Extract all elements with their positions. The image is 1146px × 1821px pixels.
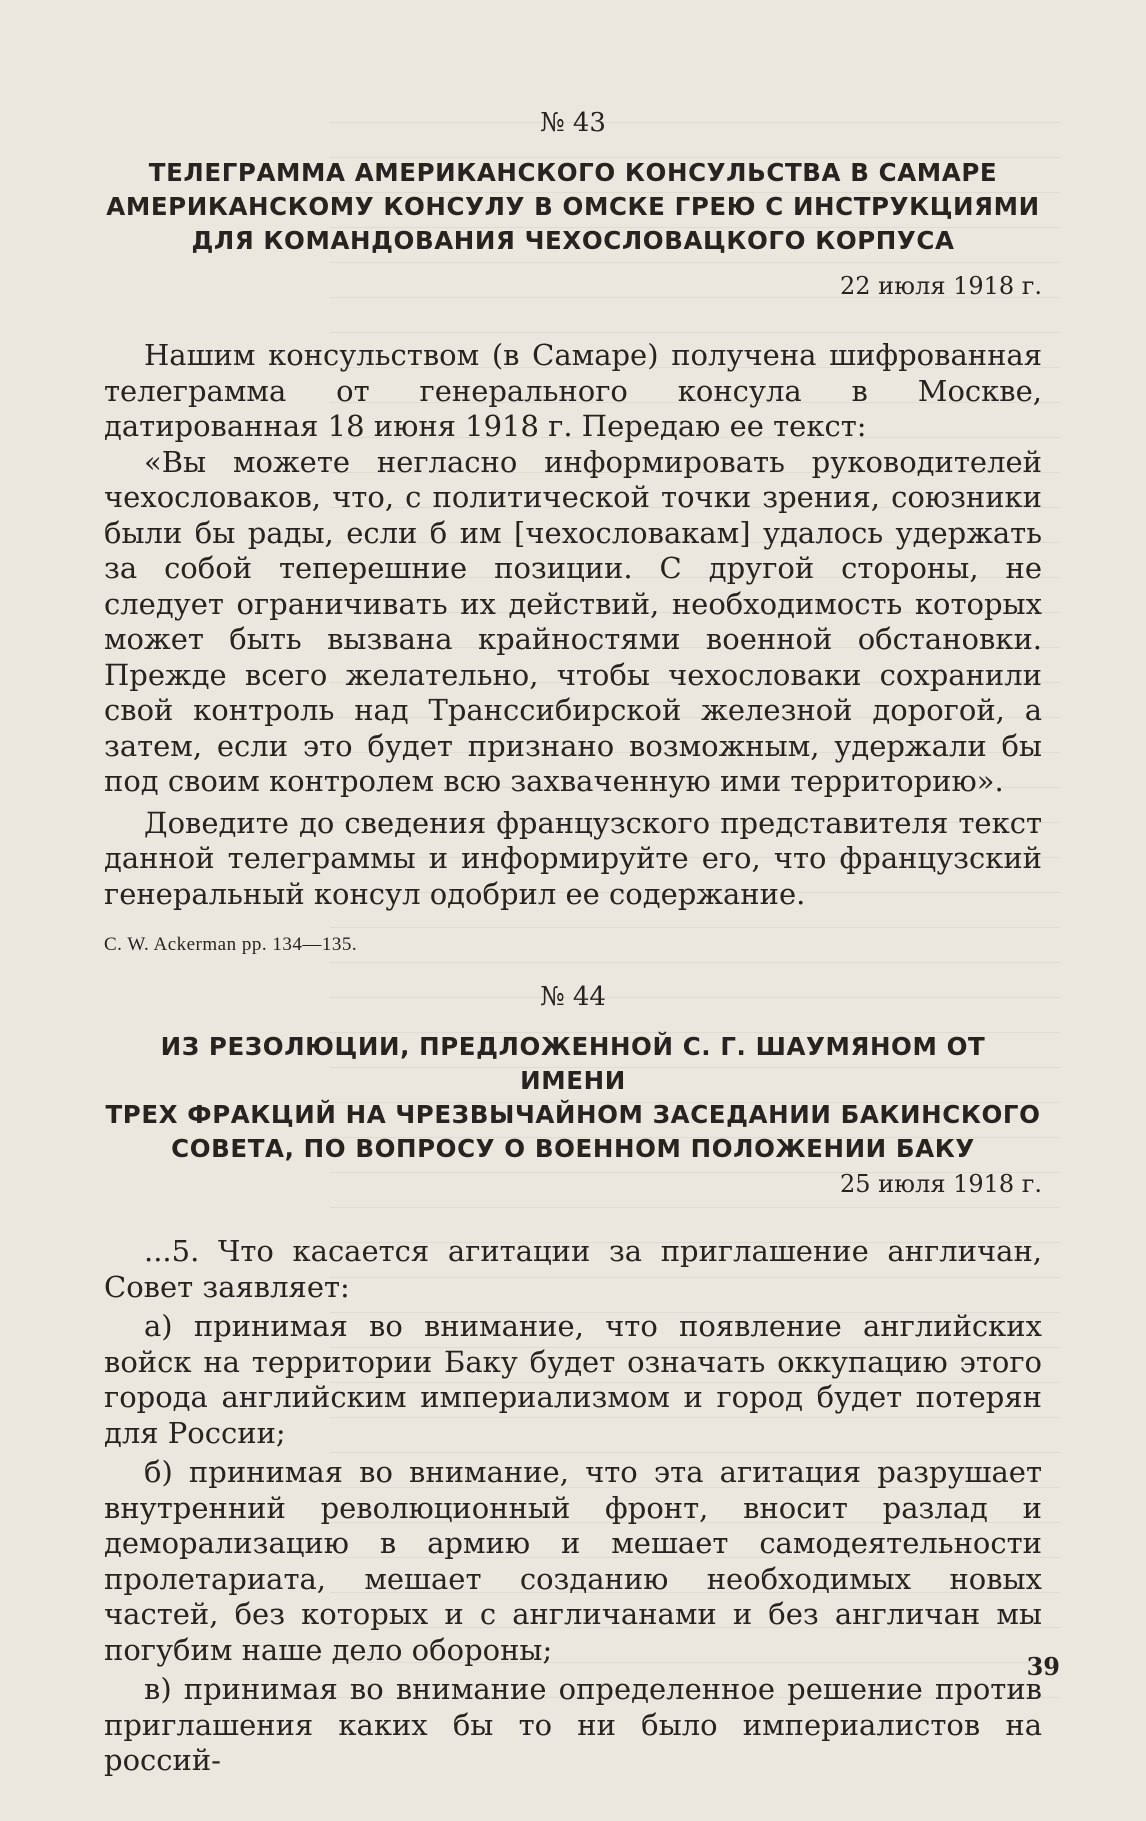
title-line: ТРЕХ ФРАКЦИЙ НА ЧРЕЗВЫЧАЙНОМ ЗАСЕДАНИИ БАКИНСКОГО [105, 1100, 1041, 1129]
source-citation: C. W. Ackerman pp. 134—135. [104, 934, 358, 955]
paragraph: Доведите до сведения французского представителя текст данной телеграммы и информируйте его, что французский генеральный консул одобрил ее содержание. [104, 805, 1042, 911]
document-title [104, 156, 1042, 258]
title-line: ТЕЛЕГРАММА АМЕРИКАНСКОГО КОНСУЛЬСТВА В САМАРЕ [148, 158, 998, 187]
page-number: 39 [1026, 1652, 1060, 1681]
title-line: ИЗ РЕЗОЛЮЦИИ, ПРЕДЛОЖЕННОЙ С. Г. ШАУМЯНОМ ОТ ИМЕНИ [160, 1032, 986, 1095]
document-44 [104, 982, 1042, 1779]
paragraph: в) принимая во внимание определенное решение против приглашения каких бы то ни было империалистов на россий- [104, 1672, 1042, 1777]
title-line: АМЕРИКАНСКОМУ КОНСУЛУ В ОМСКЕ ГРЕЮ С ИНСТРУКЦИЯМИ [106, 192, 1040, 221]
paragraph: ...5. Что касается агитации за приглашение англичан, Совет заявляет: [104, 1234, 1042, 1304]
document-number: № 43 [540, 108, 606, 138]
paragraph: Нашим консульством (в Самаре) получена шифрованная телеграмма от генерального консула в Москве, датированная 18 июня 1918 г. Передаю ее текст: [104, 338, 1042, 443]
paragraph: а) принимая во внимание, что появление английских войск на территории Баку будет означать оккупацию этого города английским империализмом и город будет потерян для России; [104, 1309, 1042, 1450]
document-date: 22 июля 1918 г. [840, 272, 1042, 300]
paragraph: б) принимая во внимание, что эта агитация разрушает внутренний революционный фронт, вносит разлад и деморализацию в армию и мешает самодеятельности пролетариата, мешает созданию необходимых новых частей, без которых и с англичанами и без англичан мы погубим наше дело обороны; [104, 1455, 1042, 1667]
title-line: ДЛЯ КОМАНДОВАНИЯ ЧЕХОСЛОВАЦКОГО КОРПУСА [191, 226, 955, 255]
document-number: № 44 [540, 982, 606, 1012]
document-43 [104, 108, 1042, 956]
paragraph: «Вы можете негласно информировать руководителей чехословаков, что, с политической точки зрения, союзники были бы рады, если б им [чехословакам] удалось удержать за собой теперешние позиции. С другой стороны, не следует ограничивать их действий, необходимость которых может быть вызвана крайностями военной обстановки. Прежде всего желательно, чтобы чехословаки сохранили свой контроль над Транссибирской железной дорогой, а затем, если это будет признано возможным, удержали бы под своим контролем всю захваченную ими территорию». [104, 444, 1042, 798]
title-line: СОВЕТА, ПО ВОПРОСУ О ВОЕННОМ ПОЛОЖЕНИИ БАКУ [171, 1134, 975, 1163]
document-date: 25 июля 1918 г. [840, 1170, 1042, 1198]
document-body [104, 1234, 1042, 1779]
document-body [104, 338, 1042, 912]
document-title [104, 1030, 1042, 1166]
